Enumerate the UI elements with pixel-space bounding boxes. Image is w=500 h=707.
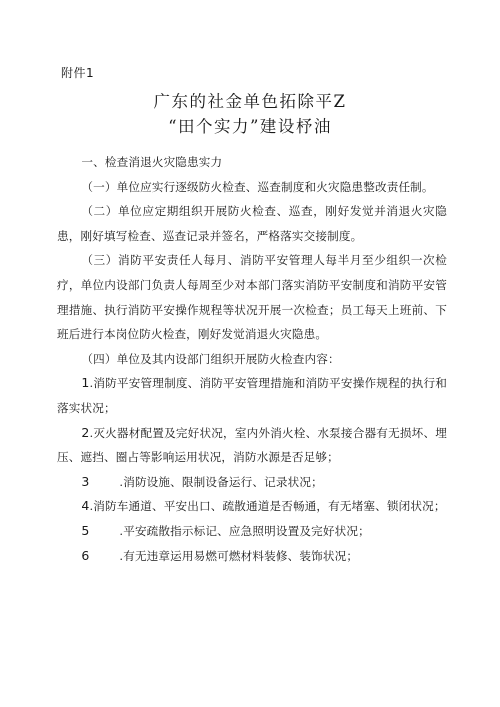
- list-item: [57, 470, 447, 495]
- list-item-text: .平安疏散指示标记、应急照明设置及完好状况；: [119, 523, 370, 538]
- list-item-number: 6: [81, 547, 90, 563]
- paragraph-3: （三）消防平安责任人每月、消防平安管理人每半月至少组织一次检疗，单位内设部门负责人每周至少对本部门落实消防平安制度和消防平安管理措施、执行消防平安操作规程等状况开展一次检查；员工每天上班前、下班后进行本岗位防火检查，刚好发觉消退火灾隐患。: [57, 253, 447, 342]
- document-title-line1: 广东的社金单色拓除平Z: [153, 92, 347, 111]
- document-body: [57, 150, 447, 568]
- list-item-number: 1: [81, 375, 90, 391]
- list-item: [57, 421, 447, 470]
- list-item-number: 2: [81, 424, 90, 440]
- list-item: [57, 544, 447, 569]
- list-item-number: 4: [81, 498, 90, 514]
- attachment-label: 附件1: [61, 66, 95, 80]
- paragraph-2: （二）单位应定期组织开展防火检查、巡查，刚好发觉并消退火灾隐患，刚好填写检查、巡查记录并签名，严格落实交接制度。: [57, 204, 447, 243]
- paragraph-1: （一）单位应实行逐级防火检查、巡查制度和火灾隐患整改责任制。: [81, 179, 434, 194]
- list-item: [57, 519, 447, 544]
- list-item: [57, 371, 447, 420]
- list-item-number: 5: [81, 522, 90, 538]
- list-item-text: .有无违章运用易燃可燃材料装修、装饰状况；: [119, 548, 359, 563]
- list-item-text: .消防设施、限制设备运行、记录状况；: [119, 474, 323, 489]
- list-item-text: .消防平安管理制度、消防平安管理措施和消防平安操作规程的执行和落实状况；: [57, 376, 447, 415]
- list-item: [57, 494, 447, 519]
- list-item-text: .灭火器材配置及完好状况，室内外消火栓、水泵接合器有无损坏、埋压、遮挡、圈占等影响运用状况，消防水源是否足够；: [57, 425, 447, 465]
- document-title-line2: “田个实力”建设杼油: [168, 117, 332, 136]
- list-item-text: .消防车通道、平安出口、疏散通道是否畅通，有无堵塞、锁闭状况；: [89, 499, 446, 514]
- section-heading: 一、检查消退火灾隐患实力: [81, 155, 223, 169]
- paragraph-4: （四）单位及其内设部门组织开展防火检查内容：: [81, 351, 340, 366]
- list-item-number: 3: [81, 473, 90, 489]
